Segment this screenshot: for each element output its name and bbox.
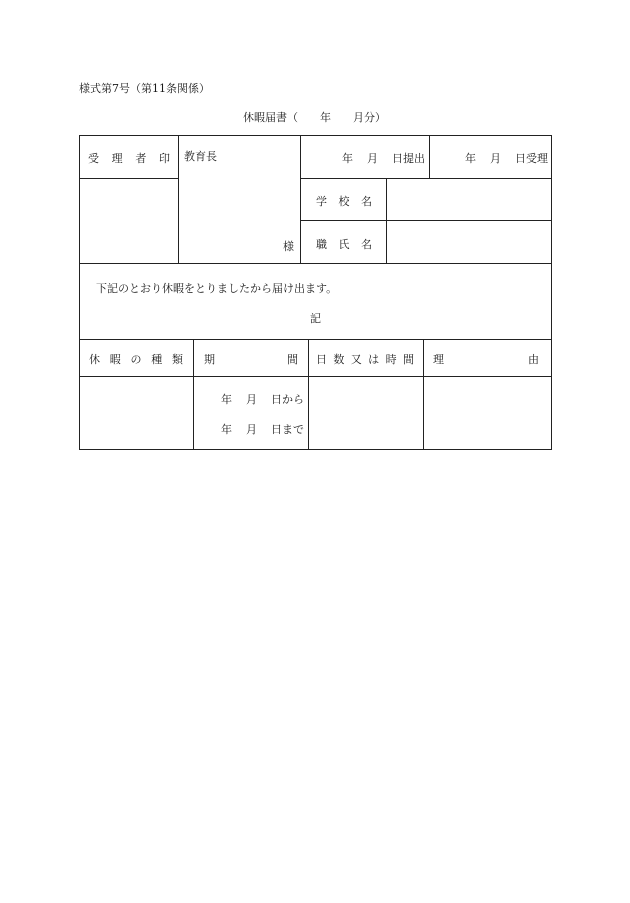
leave-type-field[interactable] <box>80 377 192 449</box>
receiver-label: 受 理 者 印 <box>88 152 170 165</box>
period-from[interactable]: 年 月 日から <box>221 393 304 406</box>
col-leave-type: 休 暇 の 種 類 <box>89 353 183 366</box>
form-title <box>243 109 386 125</box>
receiver-stamp-box[interactable] <box>80 179 178 263</box>
col-reason: 理 由 <box>433 353 539 366</box>
form-number: 様式第7号（第11条関係） <box>79 82 210 95</box>
addressee: 教育長 <box>184 150 217 163</box>
reason-field[interactable] <box>424 377 550 449</box>
job-name-label: 職 氏 名 <box>316 238 372 251</box>
col-period: 期 間 <box>204 353 298 366</box>
title-month: 月分） <box>353 111 386 124</box>
notice-text: 下記のとおり休暇をとりましたから届け出ます。 <box>96 282 338 295</box>
honorific: 様 <box>283 240 294 253</box>
ki-label: 記 <box>310 312 321 325</box>
col-days-hours: 日 数 又 は 時 間 <box>316 353 414 366</box>
school-name-label: 学 校 名 <box>316 195 372 208</box>
submitted-date[interactable]: 年 月 日提出 <box>342 152 425 165</box>
days-hours-field[interactable] <box>309 377 422 449</box>
title-prefix: 休暇届書（ <box>243 111 298 124</box>
title-year: 年 <box>320 111 331 124</box>
period-to[interactable]: 年 月 日まで <box>221 423 304 436</box>
received-date[interactable]: 年 月 日受理 <box>465 152 548 165</box>
